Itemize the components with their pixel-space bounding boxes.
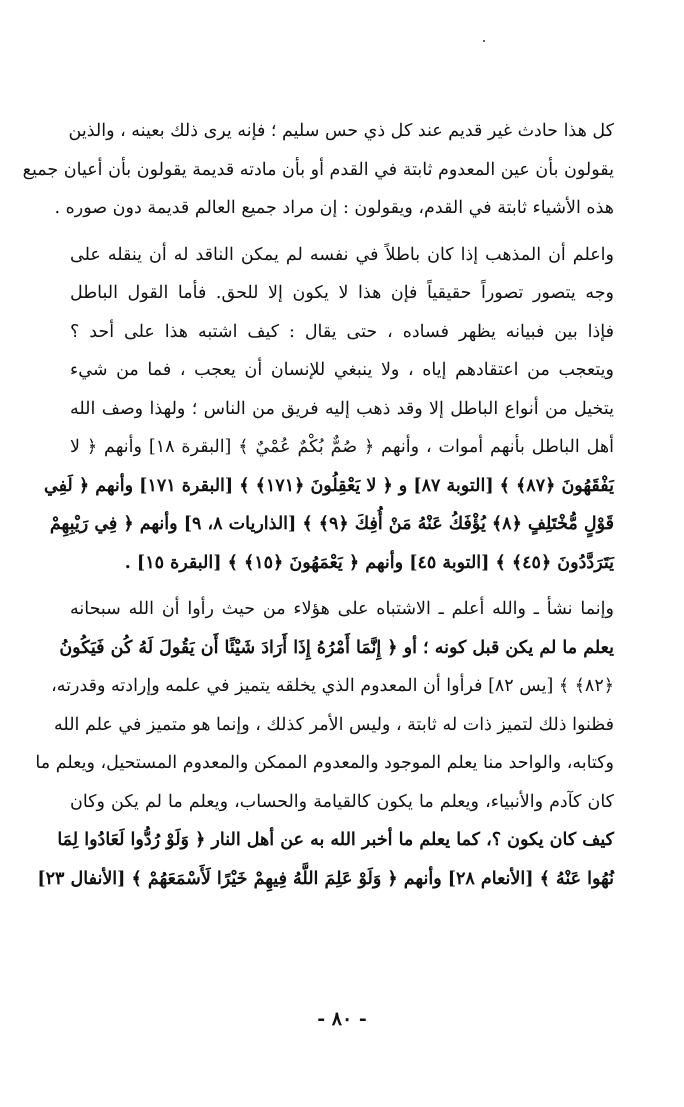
text-line: فظنوا ذلك لتميز ذات له ثابتة ، وليس الأمر كذلك ، وإنما هو متميز في علم الله xyxy=(54,714,614,735)
text-line: واعلم أن المذهب إذا كان باطلاً في نفسه لم يمكن الناقد له أن ينقله على xyxy=(70,244,614,265)
text-line: وجه يتصور تصوراً حقيقياً فإن هذا لا يكون إلا للحق. فأما القول الباطل xyxy=(70,283,614,303)
page-body xyxy=(22,112,614,906)
text-line-quran: يَفْقَهُونَ ﴿٨٧﴾ ﴾ [التوبة ٨٧] و ﴿ لا يَعْقِلُونَ ﴿١٧١﴾ ﴾ [البقرة ١٧١] وأنهم ﴿ لَفِي xyxy=(43,475,614,496)
text-line: يتخيل من أنواع الباطل إلا وقد ذهب إليه فريق من الناس ؛ ولهذا وصف الله xyxy=(70,398,614,419)
text-line: فإذا بين فبيانه يظهر فساده ، حتى يقال : كيف اشتبه هذا على أحد ؟ xyxy=(70,321,614,342)
text-line: هذه الأشياء ثابتة في القدم، ويقولون : إن مراد جميع العالم قديمة دون صوره . xyxy=(54,198,614,218)
paragraph-2 xyxy=(43,236,614,583)
text-line: ﴿٨٢﴾ ﴾ [يس ٨٢] فرأوا أن المعدوم الذي يخلقه يتميز في علمه وإرادته وقدرته، xyxy=(51,676,614,696)
text-line: كل هذا حادث غير قديم عند كل ذي حس سليم ؛ فإنه يرى ذلك بعينه ، والذين xyxy=(68,121,614,141)
text-line-quran: قَوْلٍ مُّخْتَلِفٍ ﴿٨﴾ يُؤْفَكُ عَنْهُ مَنْ أُفِكَ ﴿٩﴾ ﴾ [الذاريات ٨، ٩] وأنهم ﴿ فِي رَيْبِهِمْ xyxy=(49,514,614,534)
paragraph-1 xyxy=(22,112,614,228)
paragraph-3 xyxy=(35,590,614,898)
text-line: ويتعجب من اعتقادهم إياه ، ولا ينبغي للإنسان أن يعجب ، فما من شيء xyxy=(70,360,614,380)
text-line: وإنما نشأ ـ والله أعلم ـ الاشتباه على هؤلاء من حيث رأوا أن الله سبحانه xyxy=(70,599,614,619)
text-line: وكتابه، والواحد منا يعلم الموجود والمعدوم الممكن والمعدوم المستحيل، ويعلم ما xyxy=(35,753,614,773)
text-line-quran: كيف كان يكون ؟، كما يعلم ما أخبر الله به عن أهل النار ﴿ وَلَوْ رُدُّوا لَعَادُوا لِمَا xyxy=(57,830,614,850)
text-line: كان كآدم والأنبياء، ويعلم ما يكون كالقيامة والحساب، ويعلم ما لم يكن وكان xyxy=(70,791,614,812)
text-line-quran: يعلم ما لم يكن قبل كونه ؛ أو ﴿ إِنَّمَا أَمْرُهُ إِذَا أَرَادَ شَيْئًا أَن يَقُولَ لَهُ كُن فَيَكُونُ xyxy=(59,637,614,658)
text-line-quran: نُهُوا عَنْهُ ﴾ [الأنعام ٢٨] وأنهم ﴿ وَلَوْ عَلِمَ اللَّهُ فِيهِمْ خَيْرًا لَأَسْمَعَهُمْ ﴾ [الأنفال ٢٣] xyxy=(37,868,614,889)
text-line-quran: يَتَرَدَّدُونَ ﴿٤٥﴾ ﴾ [التوبة ٤٥] وأنهم ﴿ يَعْمَهُونَ ﴿١٥﴾ ﴾ [البقرة ١٥] . xyxy=(124,552,614,573)
page-speck xyxy=(483,40,485,42)
text-line: يقولون بأن عين المعدوم ثابتة في القدم أو بأن مادته قديمة يقولون بأن أعيان جميع xyxy=(22,159,614,180)
text-line: أهل الباطل بأنهم أموات ، وأنهم ﴿ صُمٌّ بُكْمٌ عُمْيٌ ﴾ [البقرة ١٨] وأنهم ﴿ لا xyxy=(70,437,614,457)
page-number: - ٨٠ - xyxy=(317,1008,367,1030)
